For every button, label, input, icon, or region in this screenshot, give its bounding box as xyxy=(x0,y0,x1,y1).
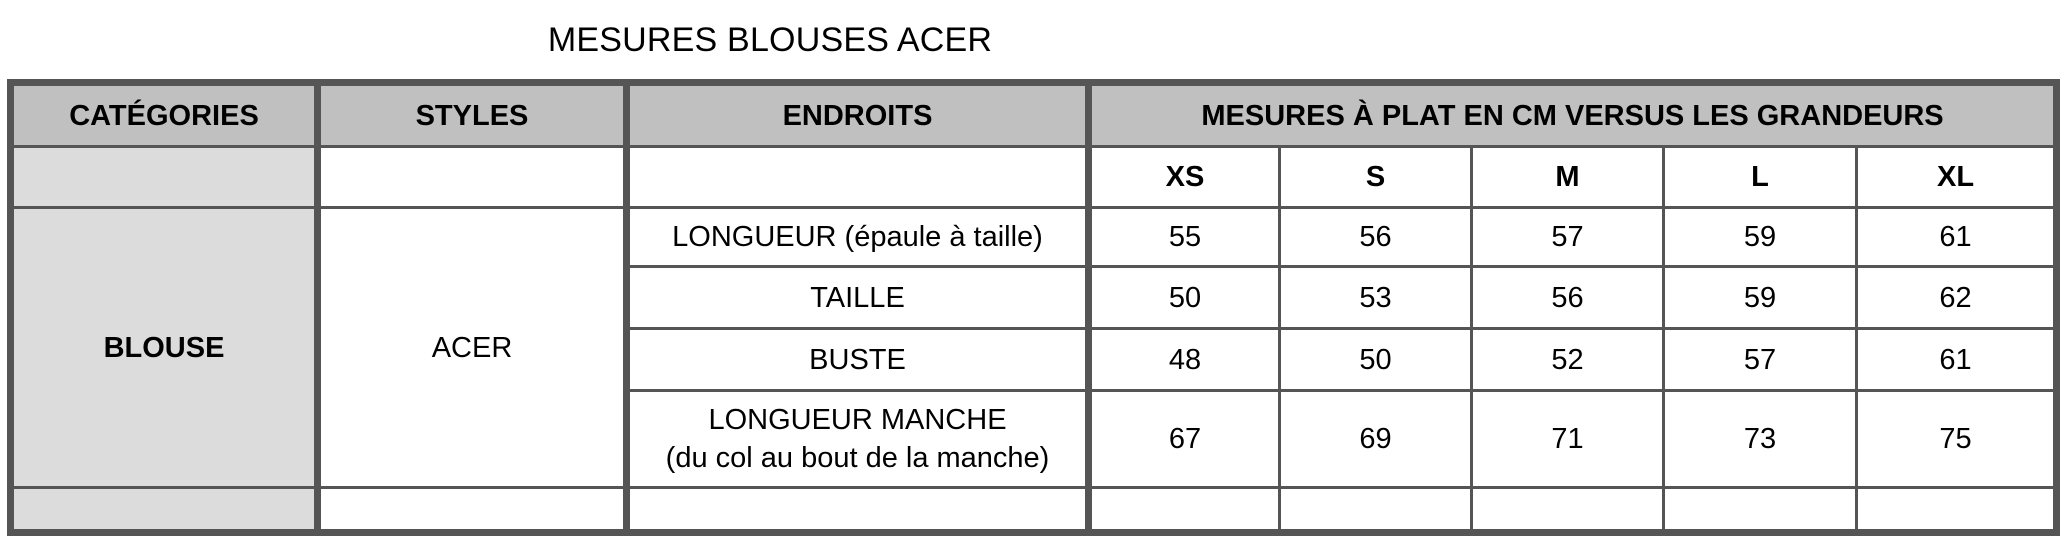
table-row xyxy=(11,208,2057,267)
measure-label-line1: LONGUEUR MANCHE xyxy=(708,404,1007,436)
empty-style-cell xyxy=(318,147,627,208)
measure-value: 57 xyxy=(1472,208,1664,267)
measure-label: LONGUEUR (épaule à taille) xyxy=(627,208,1089,267)
size-xl: XL xyxy=(1857,147,2057,208)
measure-value: 50 xyxy=(1280,329,1472,391)
size-xs: XS xyxy=(1089,147,1280,208)
measure-value: 59 xyxy=(1664,208,1857,267)
size-l: L xyxy=(1664,147,1857,208)
measure-value: 61 xyxy=(1857,329,2057,391)
measure-value: 73 xyxy=(1664,391,1857,488)
measure-value: 55 xyxy=(1089,208,1280,267)
partial-cell xyxy=(11,488,318,533)
measure-value: 56 xyxy=(1472,267,1664,329)
measure-value: 59 xyxy=(1664,267,1857,329)
measure-value: 62 xyxy=(1857,267,2057,329)
style-cell: ACER xyxy=(318,208,627,488)
empty-category-cell xyxy=(11,147,318,208)
measure-value: 52 xyxy=(1472,329,1664,391)
page-title: MESURES BLOUSES ACER xyxy=(547,21,993,59)
size-measurement-table xyxy=(7,79,2060,536)
partial-cell xyxy=(627,488,1089,533)
next-row-partial xyxy=(11,488,2057,533)
size-header-row xyxy=(11,147,2057,208)
header-categories: CATÉGORIES xyxy=(11,83,318,147)
size-s: S xyxy=(1280,147,1472,208)
measure-value: 50 xyxy=(1089,267,1280,329)
partial-cell xyxy=(1664,488,1857,533)
partial-cell xyxy=(1472,488,1664,533)
measure-label xyxy=(627,391,1089,488)
measure-label-line2: (du col au bout de la manche) xyxy=(665,442,1050,474)
header-locations: ENDROITS xyxy=(627,83,1089,147)
header-measures: MESURES À PLAT EN CM VERSUS LES GRANDEURS xyxy=(1089,83,2057,147)
measure-value: 67 xyxy=(1089,391,1280,488)
measure-value: 56 xyxy=(1280,208,1472,267)
header-row xyxy=(11,83,2057,147)
measure-label: TAILLE xyxy=(627,267,1089,329)
partial-cell xyxy=(1089,488,1280,533)
measure-value: 57 xyxy=(1664,329,1857,391)
measure-value: 75 xyxy=(1857,391,2057,488)
measure-label: BUSTE xyxy=(627,329,1089,391)
partial-cell xyxy=(1857,488,2057,533)
header-styles: STYLES xyxy=(318,83,627,147)
measure-value: 61 xyxy=(1857,208,2057,267)
category-cell: BLOUSE xyxy=(11,208,318,488)
size-m: M xyxy=(1472,147,1664,208)
measure-value: 48 xyxy=(1089,329,1280,391)
empty-location-cell xyxy=(627,147,1089,208)
measure-value: 71 xyxy=(1472,391,1664,488)
measure-value: 53 xyxy=(1280,267,1472,329)
partial-cell xyxy=(318,488,627,533)
measure-value: 69 xyxy=(1280,391,1472,488)
partial-cell xyxy=(1280,488,1472,533)
